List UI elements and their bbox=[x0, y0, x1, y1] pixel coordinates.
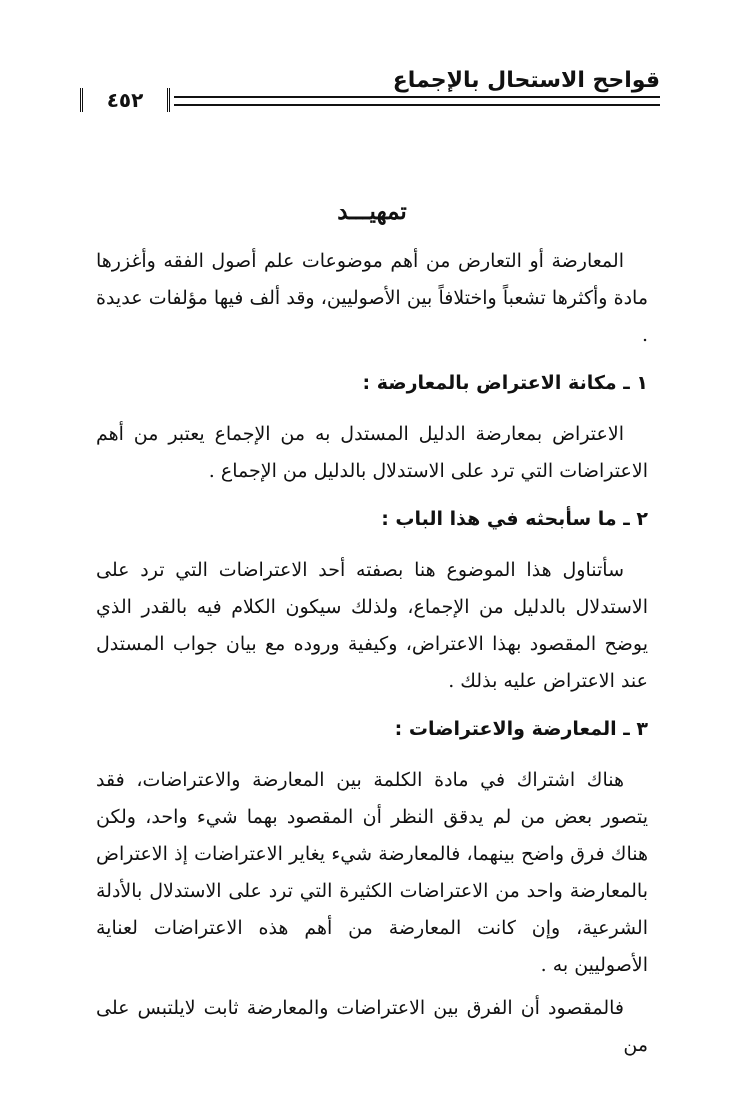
section-heading-2: ٢ ـ ما سأبحثه في هذا الباب : bbox=[381, 508, 648, 530]
section-heading-3: ٣ ـ المعارضة والاعتراضات : bbox=[394, 718, 648, 740]
section-1-paragraph: الاعتراض بمعارضة الدليل المستدل به من الإجماع يعتبر من أهم الاعتراضات التي ترد على الاستدلال بالدليل من الإجماع . bbox=[96, 423, 648, 482]
running-title: قواحح الاستحال بالإجماع bbox=[392, 68, 660, 93]
section-title: تمهيـــد bbox=[337, 198, 407, 225]
section-2-paragraph: سأتناول هذا الموضوع هنا بصفته أحد الاعتراضات التي ترد على الاستدلال بالدليل من الإجماع، ولذلك سيكون الكلام فيه بالقدر الذي يوضح المقصود بهذا الاعتراض، وكيفية وروده مع بيان جواب المستدل عند الاعتراض عليه بذلك . bbox=[96, 559, 648, 692]
intro-paragraph: المعارضة أو التعارض من أهم موضوعات علم أصول الفقه وأغزرها مادة وأكثرها تشعباً واختلافاً بين الأصوليين، وقد ألف فيها مؤلفات عديدة . bbox=[96, 250, 648, 346]
header-rule bbox=[174, 96, 660, 106]
page-number: ٤٥٢ bbox=[80, 88, 170, 112]
section-3-paragraph-1: هناك اشتراك في مادة الكلمة بين المعارضة والاعتراضات، فقد يتصور بعض من لم يدقق النظر أن المقصود بهما شيء واحد، ولكن هناك فرق واضح بينهما، فالمعارضة شيء يغاير الاعتراضات إذ الاعتراض بالمعارضة واحد من الاعتراضات الكثيرة التي ترد على الاستدلال بالأدلة الشرعية، وإن كانت المعارضة من أهم هذه الاعتراضات لعناية الأصوليين به . bbox=[96, 769, 648, 976]
running-header bbox=[80, 68, 660, 114]
section-heading-1: ١ ـ مكانة الاعتراض بالمعارضة : bbox=[362, 372, 648, 394]
section-3-paragraph-2: فالمقصود أن الفرق بين الاعتراضات والمعارضة ثابت لايلتبس على من bbox=[96, 997, 648, 1056]
page-content bbox=[96, 198, 648, 1070]
